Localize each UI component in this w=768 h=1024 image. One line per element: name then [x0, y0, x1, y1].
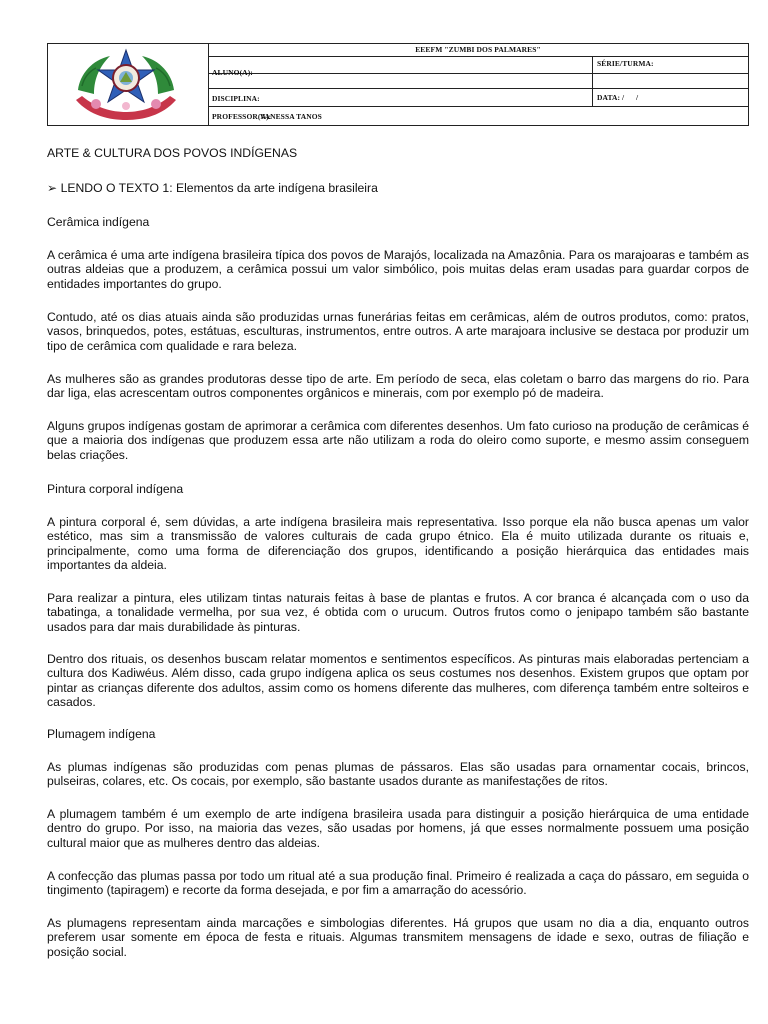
document-title: ARTE & CULTURA DOS POVOS INDÍGENAS	[47, 146, 298, 160]
paragraph: Para realizar a pintura, eles utilizam tintas naturais feitas à base de plantas e frutos. A cor branca é alcançada com o uso da tabatinga, a tonalidade vermelha, por sua vez, é obtida com o urucum. Outros frutos como o jenipapo também são bastante usados para dar mais durabilidade às pinturas.	[47, 591, 749, 634]
section-heading: Plumagem indígena	[47, 727, 156, 741]
paragraph: A pintura corporal é, sem dúvidas, a arte indígena brasileira mais representativa. Isso porque ela não busca apenas um valor estético, mas sim a transmissão de valores culturais de cada grupo étnico. Ela é muito utilizada durante os rituais e, principalmente, como uma forma de diferenciação dos grupos, identificando a posição hierárquica das entidades mais importantes da aldeia.	[47, 515, 749, 573]
state-coat-of-arms-icon	[70, 46, 182, 124]
header-table	[47, 43, 749, 126]
paragraph: A confecção das plumas passa por todo um ritual até a sua produção final. Primeiro é realizada a caça do pássaro, em seguida o tingimento (tapiragem) e recorte da forma desejada, e por fim a amarração do acessório.	[47, 869, 749, 898]
teacher-label: PROFESSOR(A):	[212, 112, 272, 121]
date-label: DATA:	[597, 93, 621, 102]
paragraph: As plumas indígenas são produzidas com penas plumas de pássaros. Elas são usadas para ornamentar cocais, brincos, pulseiras, colares, etc. Os cocais, por exemplo, são bastante usados durante as manifestações de ritos.	[47, 760, 749, 789]
school-name: EEEFM "ZUMBI DOS PALMARES"	[415, 45, 541, 54]
paragraph: A plumagem também é um exemplo de arte indígena brasileira usada para distinguir a posição hierárquica de uma entidade dentro do grupo. Por isso, na maioria das vezes, são usadas por homens, já que esses normalmente possuem uma posição cultural maior que as mulheres dentro das aldeias.	[47, 807, 749, 850]
seal-cell	[48, 44, 209, 125]
paragraph: Dentro dos rituais, os desenhos buscam relatar momentos e sentimentos específicos. As pinturas mais elaboradas pertenciam a cultura dos Kadiwéus. Além disso, cada grupo indígena aplica os seus costumes nos desenhos. Existem grupos que optam por pintar as crianças diferente dos adultos, assim como os homens diferente das mulheres, com diferença também entre solteiros e casados.	[47, 652, 749, 710]
reading-subtitle: ➢ LENDO O TEXTO 1: Elementos da arte indígena brasileira	[47, 181, 378, 195]
class-label: SÉRIE/TURMA:	[597, 59, 654, 68]
paragraph: Alguns grupos indígenas gostam de aprimorar a cerâmica com diferentes desenhos. Um fato curioso na produção de cerâmicas é que a maioria dos indígenas que produzem essa arte não utilizam a roda do oleiro como suporte, e mesmo assim conseguem belas criações.	[47, 419, 749, 462]
paragraph: As mulheres são as grandes produtoras desse tipo de arte. Em período de seca, elas coletam o barro das margens do rio. Para dar liga, elas acrescentam outros componentes orgânicos e minerais, com por exemplo pó de madeira.	[47, 372, 749, 401]
paragraph: As plumagens representam ainda marcações e simbologias diferentes. Há grupos que usam no dia a dia, enquanto outros preferem usar somente em época de festa e rituais. Algumas transmitem mensagens de idade e sexo, outras de filiação e posição social.	[47, 916, 749, 959]
date-value: / /	[622, 93, 639, 102]
section-heading: Cerâmica indígena	[47, 215, 150, 229]
student-label: ALUNO(A):	[212, 68, 253, 77]
teacher-name: VANESSA TANOS	[260, 112, 322, 121]
section-heading: Pintura corporal indígena	[47, 482, 184, 496]
paragraph: A cerâmica é uma arte indígena brasileira típica dos povos de Marajós, localizada na Amazônia. Para os marajoaras e também as outras aldeias que a produzem, a cerâmica possui um valor simbólico, pois muitas delas eram usadas para guardar corpos de entidades importantes do grupo.	[47, 248, 749, 291]
subject-label: DISCIPLINA:	[212, 94, 260, 103]
paragraph: Contudo, até os dias atuais ainda são produzidas urnas funerárias feitas em cerâmicas, além de outros produtos, como: pratos, vasos, brinquedos, potes, estátuas, esculturas, instrumentos, entre outros. A arte marajoara inclusive se destaca por produzir um tipo de cerâmica com qualidade e rara beleza.	[47, 310, 749, 353]
